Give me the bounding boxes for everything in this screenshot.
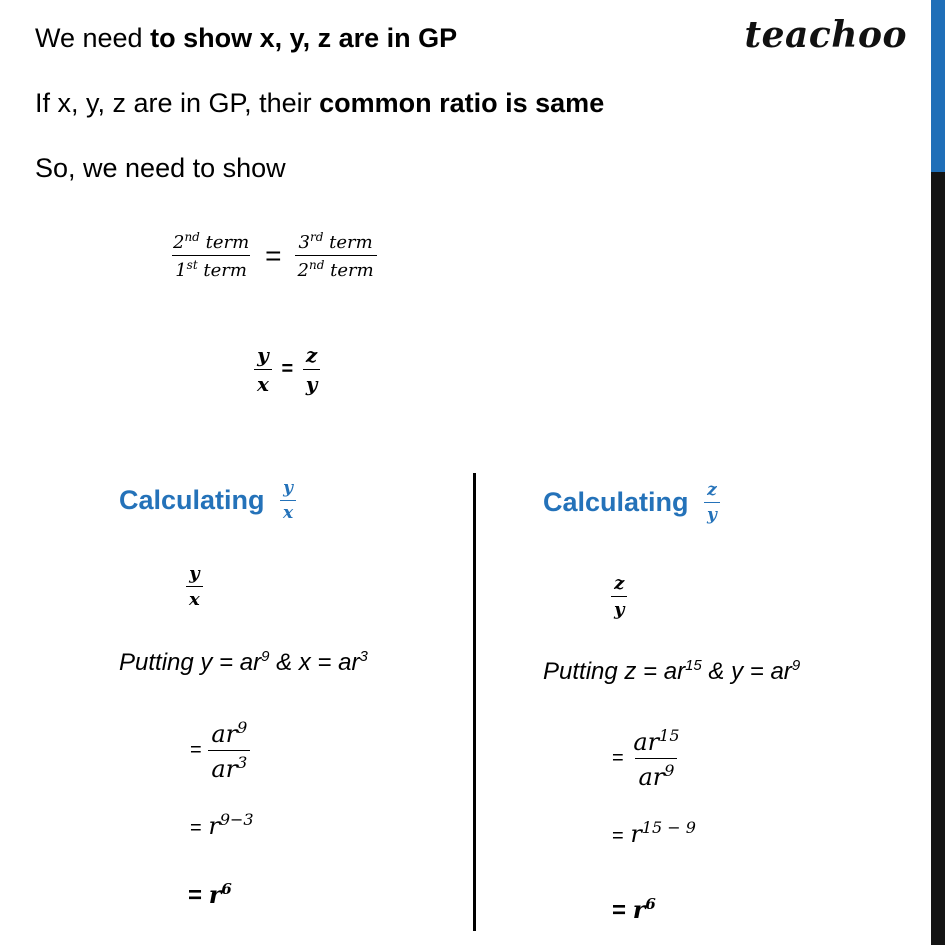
left-column-title: Calculating $\frac{y}{x}$ [119,478,296,523]
left-fraction: $\frac{y}{x}$ [186,563,203,610]
left-putting-line: Putting $y = ar^9$ & $x = ar^3$ [119,648,368,676]
lhs-term-fraction: $\frac{2^{nd} term}{1^{st} term}$ [173,230,250,281]
y-over-x-fraction: $\frac{y}{x}$ [254,343,272,396]
left-step-2: = $r^{9-3}$ [190,810,254,840]
right-title-fraction: $\frac{z}{y}$ [704,480,720,525]
intro-line-1-text: We need [35,23,151,53]
main-equals: = [281,358,294,380]
intro-line-2 [35,87,604,119]
right-column-title: Calculating $\frac{z}{y}$ [543,480,720,525]
main-equation [254,343,320,396]
intro-line-1 [35,22,457,54]
z-over-y-fraction: $\frac{z}{y}$ [303,343,321,396]
right-result: = $r^6$ [612,895,656,924]
intro-line-2-bold: common ratio is same [319,88,605,118]
left-result: = $r^6$ [188,880,232,909]
intro-line-2-text: If x, y, z are in GP, their [35,88,320,118]
term-ratio-equation [170,230,377,281]
rhs-term-fraction: $\frac{3^{rd} term}{2^{nd} term}$ [295,230,377,281]
teachoo-logo: teachoo [744,14,907,56]
ratio-equals: = [265,239,282,271]
left-step-1: = $\frac{ar^9}{ar^3}$ [190,718,250,783]
right-step-2: = $r^{15 - 9}$ [612,818,696,848]
right-fraction: $\frac{z}{y}$ [611,573,627,620]
right-edge-accent [931,0,945,172]
left-title-fraction: $\frac{y}{x}$ [280,478,296,523]
intro-line-3: So, we need to show [35,153,286,183]
column-divider [473,473,476,931]
intro-line-1-bold: to show x, y, z are in GP [150,23,458,53]
right-step-1: = $\frac{ar^{15}}{ar^9}$ [612,726,680,791]
right-putting-line: Putting $z = ar^{15}$ & $y = ar^9$ [543,657,801,685]
